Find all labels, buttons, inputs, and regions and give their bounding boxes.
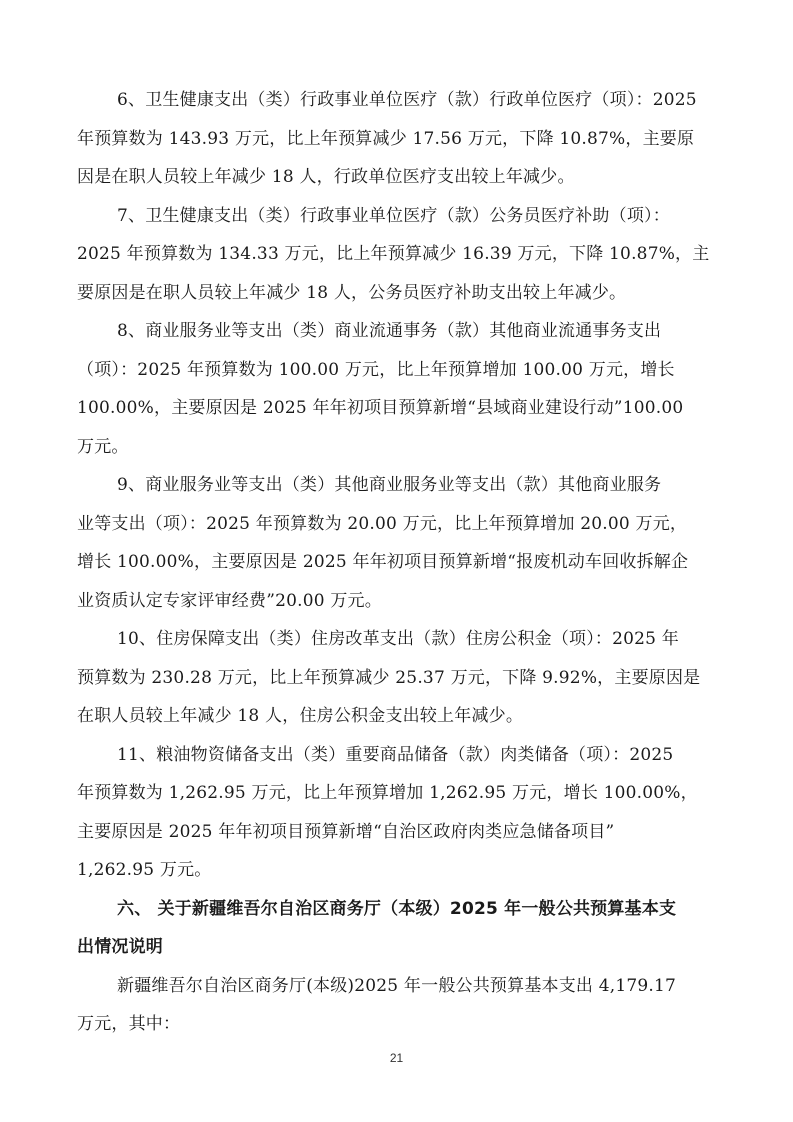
section-heading-line-1: 六、 关于新疆维吾尔自治区商务厅（本级）2025 年一般公共预算基本支 <box>117 899 677 919</box>
paragraph-7-line-1: 7、卫生健康支出（类）行政事业单位医疗（款）公务员医疗补助（项）： <box>117 206 670 226</box>
page-number: 21 <box>389 1051 404 1065</box>
paragraph-10-line-3: 在职人员较上年减少 18 人，住房公积金支出较上年减少。 <box>77 706 524 726</box>
paragraph-9-line-1: 9、商业服务业等支出（类）其他商业服务业等支出（款）其他商业服务 <box>117 475 662 495</box>
paragraph-6-line-3: 因是在职人员较上年减少 18 人，行政单位医疗支出较上年减少。 <box>77 167 575 187</box>
paragraph-7-line-3: 要原因是在职人员较上年减少 18 人，公务员医疗补助支出较上年减少。 <box>77 283 627 303</box>
paragraph-6-line-2: 年预算数为 143.93 万元，比上年预算减少 17.56 万元，下降 10.87%，主要原 <box>77 129 695 149</box>
paragraph-10-line-2: 预算数为 230.28 万元，比上年预算减少 25.37 万元，下降 9.92%，主要原因是 <box>77 668 701 688</box>
paragraph-8-line-4: 万元。 <box>77 437 129 457</box>
paragraph-6-line-1: 6、卫生健康支出（类）行政事业单位医疗（款）行政单位医疗（项）：2025 <box>117 90 697 110</box>
paragraph-7-line-2: 2025 年预算数为 134.33 万元，比上年预算减少 16.39 万元，下降 10.87%，主 <box>77 244 710 264</box>
paragraph-8-line-1: 8、商业服务业等支出（类）商业流通事务（款）其他商业流通事务支出 <box>117 321 662 341</box>
paragraph-8-line-3: 100.00%，主要原因是 2025 年年初项目预算新增“县域商业建设行动”100.00 <box>77 398 684 418</box>
closing-paragraph-line-2: 万元，其中： <box>77 1014 181 1034</box>
paragraph-11-line-1: 11、粮油物资储备支出（类）重要商品储备（款）肉类储备（项）：2025 <box>117 745 674 765</box>
paragraph-9-line-2: 业等支出（项）：2025 年预算数为 20.00 万元，比上年预算增加 20.00 万元， <box>77 514 688 534</box>
paragraph-8-line-2: （项）：2025 年预算数为 100.00 万元，比上年预算增加 100.00 万元，增长 <box>77 360 675 380</box>
closing-paragraph-line-1: 新疆维吾尔自治区商务厅(本级)2025 年一般公共预算基本支出 4,179.17 <box>117 976 677 996</box>
paragraph-10-line-1: 10、住房保障支出（类）住房改革支出（款）住房公积金（项）：2025 年 <box>117 629 679 649</box>
paragraph-11-line-2: 年预算数为 1,262.95 万元，比上年预算增加 1,262.95 万元，增长 100.00%， <box>77 783 698 803</box>
paragraph-9-line-4: 业资质认定专家评审经费”20.00 万元。 <box>77 591 382 611</box>
paragraph-11-line-3: 主要原因是 2025 年年初项目预算新增“自治区政府肉类应急储备项目” <box>77 822 615 842</box>
paragraph-9-line-3: 增长 100.00%，主要原因是 2025 年年初项目预算新增“报废机动车回收拆解企 <box>77 552 689 572</box>
section-heading-line-2: 出情况说明 <box>77 937 163 957</box>
paragraph-11-line-4: 1,262.95 万元。 <box>77 860 212 880</box>
